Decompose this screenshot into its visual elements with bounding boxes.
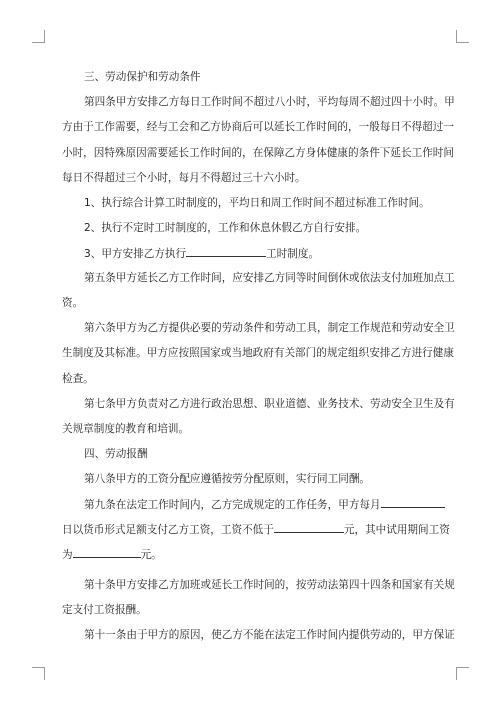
fill-blank[interactable] [381,497,445,508]
article-10-line: 第十条甲方安排乙方加班或延长工作时间的，按劳动法第四十四条和国家有关规 [84,579,455,591]
article-4-line: 每日不得超过三个小时，每月不得超过三十六小时。 [62,172,306,184]
article-11-line: 第十一条由于甲方的原因，使乙方不能在法定工作时间内提供劳动的，甲方保证 [84,629,455,641]
article-6-line: 第六条甲方为乙方提供必要的劳动条件和劳动工具，制定工作规范和劳动安全卫 [84,322,455,334]
article-9-line [84,497,445,511]
article-10-line: 定支付工资报酬。 [62,604,147,616]
list-item-1: 1、执行综合计算工时制度的，平均日和周工作时间不超过标准工作时间。 [84,197,430,209]
article-6-line: 检查。 [62,373,94,385]
article-9-text: 日以货币形式足额支付乙方工资，工资不低于 [62,524,274,536]
article-4-line: 第四条甲方安排乙方每日工作时间不超过八小时，平均每周不超过四十小时。甲 [84,96,455,108]
crop-mark-bottom-left [32,667,45,680]
article-9-text: 为 [62,549,73,561]
article-4-line: 小时，因特殊原因需要延长工作时间的，在保障乙方身体健康的条件下延长工作时间 [62,147,454,159]
article-9-text: 元。 [140,549,162,561]
article-7-line: 关规章制度的教育和培训。 [62,423,190,435]
crop-mark-top-left [32,30,45,43]
article-5-line: 资。 [62,297,84,309]
fill-blank[interactable] [73,547,141,558]
list-item-3-suffix: 工时制度。 [266,248,320,260]
article-9-line [62,522,450,536]
crop-mark-bottom-right [456,667,469,680]
list-item-2: 2、执行不定时工时制度的，工作和休息休假乙方自行安排。 [84,222,367,234]
section-heading: 三、劳动保护和劳动条件 [84,71,201,83]
article-6-line: 生制度及其标准。甲方应按照国家或当地政府有关部门的规定组织安排乙方进行健康 [62,347,454,359]
crop-mark-top-right [456,30,469,43]
fill-blank[interactable] [186,246,266,257]
article-5-line: 第五条甲方延长乙方工作时间，应安排乙方同等时间倒休或依法支付加班加点工 [84,272,455,284]
article-9-text: 元，其中试用期间工资 [343,524,450,536]
fill-blank[interactable] [274,522,344,533]
article-8-line: 第八条甲方的工资分配应遵循按劳分配原则，实行同工同酬。 [84,473,371,485]
article-7-line: 第七条甲方负责对乙方进行政治思想、职业道德、业务技术、劳动安全卫生及有 [84,398,455,410]
list-item-3-prefix: 3、甲方安排乙方执行 [84,248,187,260]
article-4-line: 方由于工作需要，经与工会和乙方协商后可以延长工作时间的，一般每日不得超过一 [62,121,454,133]
section-heading: 四、劳动报酬 [84,448,148,460]
article-9-text: 第九条在法定工作时间内，乙方完成规定的工作任务，甲方每月 [84,499,381,511]
list-item-3 [84,246,319,260]
article-9-line [62,547,162,561]
